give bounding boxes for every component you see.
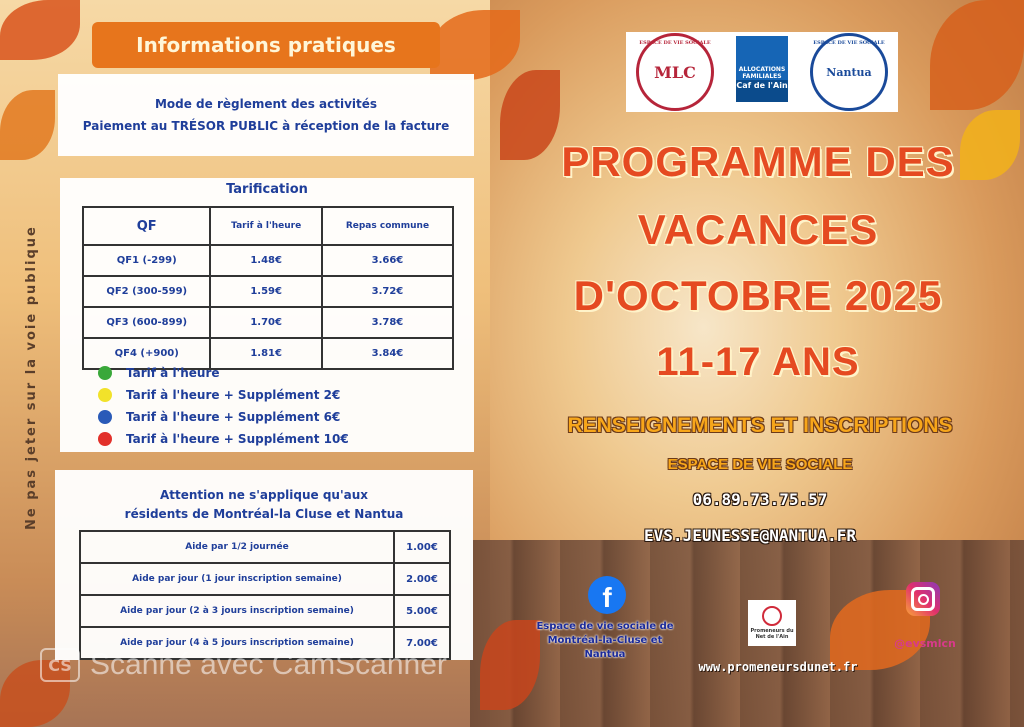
tarif-title: Tarification (226, 182, 308, 197)
legend-item (98, 366, 220, 380)
mlc-logo-text: MLC (654, 62, 696, 82)
caf-logo-top: ALLOCATIONS FAMILIALES (736, 36, 788, 80)
cell-repas: 3.66€ (322, 245, 453, 276)
camscanner-watermark (40, 648, 447, 682)
aide-amount: 7.00€ (394, 627, 450, 659)
tarif-table (82, 206, 454, 370)
aide-amount: 5.00€ (394, 595, 450, 627)
cell-repas: 3.72€ (322, 276, 453, 307)
aide-note-line-1: Attention ne s'applique qu'aux (159, 488, 369, 502)
cell-repas: 3.84€ (322, 338, 453, 369)
legend-label: Tarif à l'heure + Supplément 10€ (126, 432, 349, 446)
aide-table (79, 530, 451, 660)
tarif-card (60, 178, 474, 452)
table-row (83, 307, 453, 338)
cell-qf: QF3 (600-899) (83, 307, 210, 338)
legend-label: Tarif à l'heure + Supplément 6€ (126, 410, 341, 424)
title-line-1: PROGRAMME DES (561, 138, 955, 185)
espace-heading: ESPACE DE VIE SOCIALE (667, 456, 853, 473)
col-header-qf: QF (83, 207, 210, 245)
info-banner: Informations pratiques (92, 22, 440, 68)
partner-logos (626, 32, 898, 112)
cell-qf: QF2 (300-599) (83, 276, 210, 307)
table-row (83, 245, 453, 276)
instagram-handle[interactable]: @evsmlcn (894, 637, 956, 650)
instagram-icon[interactable] (906, 582, 940, 616)
aide-amount: 1.00€ (394, 531, 450, 563)
col-header-tarif: Tarif à l'heure (210, 207, 321, 245)
cell-tarif: 1.48€ (210, 245, 321, 276)
watermark-text: Scanné avec CamScanner (90, 648, 447, 681)
legend-label: Tarif à l'heure (126, 366, 220, 380)
nantua-logo (810, 33, 888, 111)
cell-tarif: 1.59€ (210, 276, 321, 307)
mlc-logo (636, 33, 714, 111)
blue-dot-icon (98, 410, 112, 424)
green-dot-icon (98, 366, 112, 380)
cell-qf: QF4 (+900) (83, 338, 210, 369)
mlc-logo-caption: ESPACE DE VIE SOCIALE (639, 40, 711, 46)
red-dot-icon (98, 432, 112, 446)
aide-amount: 2.00€ (394, 563, 450, 595)
instagram-frame (911, 587, 935, 611)
caf-logo (734, 36, 790, 108)
camscanner-icon: CS (40, 648, 80, 682)
facebook-page-name[interactable]: Espace de vie sociale de Montréal-la-Cluse et Nantua (536, 621, 674, 660)
table-row (80, 563, 450, 595)
aide-label: Aide par jour (2 à 3 jours inscription semaine) (80, 595, 394, 627)
vertical-note (24, 510, 39, 530)
promeneurs-icon (762, 606, 782, 626)
nantua-logo-caption: ESPACE DE VIE SOCIALE (813, 40, 885, 46)
cell-tarif: 1.81€ (210, 338, 321, 369)
cell-repas: 3.78€ (322, 307, 453, 338)
title-line-2: VACANCES (637, 206, 879, 253)
payment-line-1: Mode de règlement des activités (154, 97, 378, 111)
phone-number[interactable]: 06.89.73.75.57 (692, 490, 828, 509)
website-link[interactable]: www.promeneursdunet.fr (698, 660, 858, 674)
facebook-icon[interactable]: f (588, 576, 626, 614)
payment-card (58, 74, 474, 156)
renseignements-heading: RENSEIGNEMENTS ET INSCRIPTIONS (567, 414, 953, 437)
aide-label: Aide par 1/2 journée (80, 531, 394, 563)
table-row (80, 531, 450, 563)
age-range: 11-17 ANS (656, 340, 860, 384)
table-row (83, 276, 453, 307)
cell-tarif: 1.70€ (210, 307, 321, 338)
tarif-header-row (83, 207, 453, 245)
col-header-repas: Repas commune (322, 207, 453, 245)
legend-item (98, 388, 340, 402)
vertical-note-wrap (24, 530, 44, 545)
payment-line-2: Paiement au TRÉSOR PUBLIC à réception de la facture (82, 119, 450, 133)
aide-label: Aide par jour (4 à 5 jours inscription semaine) (80, 627, 394, 659)
aide-note-line-2: résidents de Montréal-la Cluse et Nantua (124, 507, 404, 521)
email-address[interactable]: EVS.JEUNESSE@NANTUA.FR (644, 526, 856, 545)
table-row (83, 338, 453, 369)
cell-qf: QF1 (-299) (83, 245, 210, 276)
legend-item (98, 432, 349, 446)
nantua-logo-text: Nantua (826, 65, 872, 79)
aide-card (55, 470, 473, 660)
promeneurs-label: Promeneurs du Net de l'Ain (750, 628, 794, 640)
promeneurs-logo (748, 600, 796, 646)
aide-note (55, 486, 473, 524)
instagram-lens (918, 594, 929, 605)
legend-item (98, 410, 340, 424)
aide-label: Aide par jour (1 jour inscription semaine) (80, 563, 394, 595)
caf-logo-bottom: Caf de l'Ain (736, 80, 788, 102)
yellow-dot-icon (98, 388, 112, 402)
legend-label: Tarif à l'heure + Supplément 2€ (126, 388, 341, 402)
title-line-3: D'OCTOBRE 2025 (573, 272, 943, 319)
table-row (80, 595, 450, 627)
